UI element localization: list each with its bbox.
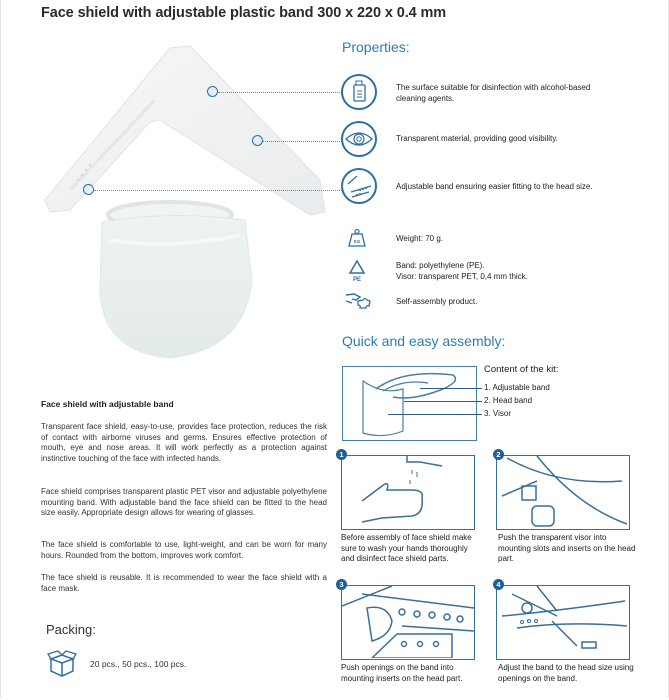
kit-item: 3. Visor bbox=[484, 409, 511, 418]
step-3-badge: 3 bbox=[336, 579, 347, 590]
packing-quantities: 20 pcs., 50 pcs., 100 pcs. bbox=[90, 659, 187, 669]
description-paragraph: The face shield is comfortable to use, light-weight, and can be worn for many hours. Rounded from the bottom, improves work comfort. bbox=[41, 540, 327, 560]
kit-leader-2 bbox=[404, 401, 482, 402]
step-1-illustration bbox=[341, 455, 475, 530]
kit-leader-3 bbox=[388, 414, 482, 415]
kit-item: 2. Head band bbox=[484, 396, 533, 405]
description-heading: Face shield with adjustable band bbox=[41, 399, 174, 409]
description-paragraph: The face shield is reusable. It is recommended to wear the face shield with a face mask. bbox=[41, 573, 327, 593]
assembly-heading: Quick and easy assembly: bbox=[342, 333, 506, 349]
leader-line-transparency bbox=[263, 141, 342, 142]
svg-text:KG: KG bbox=[353, 239, 361, 244]
properties-heading: Properties: bbox=[342, 39, 410, 55]
disinfectant-bottle-icon bbox=[341, 74, 377, 110]
eye-icon bbox=[341, 121, 377, 157]
svg-text:PE: PE bbox=[352, 277, 362, 283]
kit-leader-1 bbox=[420, 388, 482, 389]
step-2-badge: 2 bbox=[493, 449, 504, 460]
property-line: Band: polyethylene (PE). bbox=[396, 261, 485, 270]
leader-line-band bbox=[94, 190, 342, 191]
step-1-text: Before assembly of face shield make sure to wash your hands thoroughly and disinfect face shield parts. bbox=[341, 533, 472, 563]
step-1-badge: 1 bbox=[336, 449, 347, 460]
face-shield-product-image bbox=[30, 40, 330, 370]
adjustable-band-icon bbox=[341, 168, 377, 204]
marker-transparency bbox=[252, 135, 263, 146]
property-text-disinfection bbox=[396, 83, 590, 104]
property-text-self-assembly: Self-assembly product. bbox=[396, 297, 478, 306]
leader-line-disinfection bbox=[218, 92, 342, 93]
weight-icon bbox=[347, 228, 367, 248]
property-line: The surface suitable for disinfection with alcohol-based bbox=[396, 83, 591, 92]
property-text-weight: Weight: 70 g. bbox=[396, 234, 443, 243]
property-text-visibility: Transparent material, providing good visibility. bbox=[396, 134, 558, 143]
description-paragraph: Face shield comprises transparent plastic PET visor and adjustable polyethylene mounting band. With adjustable band the face shield can be fitted to the head size easily. Appropriate design allows for wearing of glasses. bbox=[41, 487, 327, 518]
marker-band bbox=[83, 184, 94, 195]
box-icon bbox=[47, 649, 77, 677]
kit-item: 1. Adjustable band bbox=[484, 383, 550, 392]
marker-disinfection bbox=[207, 86, 218, 97]
puzzle-hand-icon bbox=[344, 291, 372, 311]
page-title: Face shield with adjustable plastic band 300 x 220 x 0.4 mm bbox=[41, 5, 447, 21]
step-4-illustration bbox=[496, 585, 630, 660]
step-3-text: Push openings on the band into mounting inserts on the head part. bbox=[341, 663, 463, 683]
kit-title: Content of the kit: bbox=[484, 364, 559, 375]
step-2-text: Push the transparent visor into mounting slots and inserts on the head part. bbox=[498, 533, 636, 563]
description-paragraph: Transparent face shield, easy-to-use, provides face protection, reduces the risk of contact with airborne viruses and germs. Ensures effective protection of mouth, eye and nose areas. It will work perfectly as a protection against instinctive touching of the face with infected hands. bbox=[41, 422, 327, 463]
step-3-illustration bbox=[341, 585, 475, 660]
packing-heading: Packing: bbox=[46, 622, 96, 637]
step-4-badge: 4 bbox=[493, 579, 504, 590]
property-line: Visor: transparent PET, 0,4 mm thick. bbox=[396, 271, 528, 281]
property-text-material bbox=[396, 261, 528, 282]
property-line: cleaning agents. bbox=[396, 93, 455, 103]
property-text-band: Adjustable band ensuring easier fitting to the head size. bbox=[396, 182, 593, 191]
step-4-text: Adjust the band to the head size using openings on the band. bbox=[498, 663, 634, 683]
kit-illustration bbox=[342, 366, 477, 441]
recycle-pe-icon bbox=[347, 258, 367, 284]
step-2-illustration bbox=[496, 455, 630, 530]
